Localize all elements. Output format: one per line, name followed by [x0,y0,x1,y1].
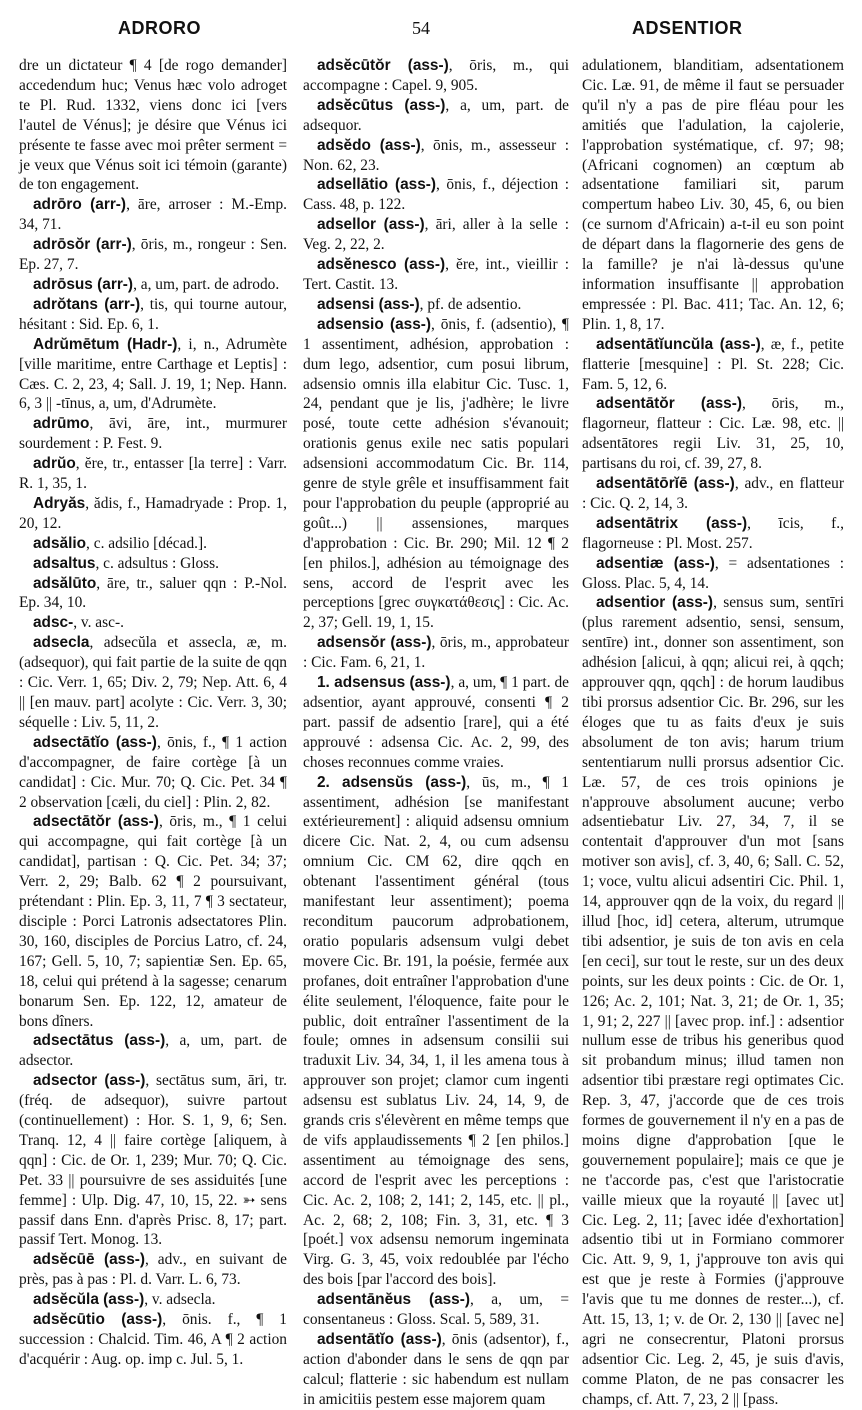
dictionary-entry: adsc-, v. asc-. [33,614,124,632]
dictionary-entry: adsĕcūtio (ass-), ōnis. f., ¶ 1 succession : Chalcid. Tim. 46, A ¶ 2 action d'acquérir : Aug. op. imp c. Jul. 5, 1. [19,1311,287,1368]
dictionary-entry: adsĕcūtŏr (ass-), ōris, m., qui accompagne : Capel. 9, 905. [303,57,569,94]
dictionary-entry: adsentātrix (ass-), īcis, f., flagorneuse : Pl. Most. 257. [582,514,844,552]
dictionary-entry: adrŭo, ĕre, tr., entasser [la terre] : Varr. R. 1, 35, 1. [19,455,287,493]
dictionary-entry: adsentātŏr (ass-), ōris, m., flagorneur, flatteur : Cic. Læ. 98, etc. || adsentātores regii Liv. 31, 25, 10, partisans du roi, cf. 39, 27, 8. [582,395,844,473]
dictionary-entry: Adrŭmētum (Hadr-), i, n., Adrumète [ville maritime, entre Carthage et Leptis] : Cæs. C. 2, 23, 4; Sall. J. 19, 1; Nep. Hann. 6, 3 || -tīnus, a, um, d'Adrumète. [19,335,287,413]
dictionary-entry: adsectātŏr (ass-), ōris, m., ¶ 1 celui qui accompagne, qui fait cortège [à un candidat], partisan : Q. Cic. Pet. 34; 37; Verr. 2, 29; Balb. 62 ¶ 2 poursuivant, prétendant : Plin. Ep. 3, 11, 7 ¶ 3 sectateur, disciple : Porci Latronis adsectatores Plin. 30, 160, disciples de Porcius Latro, cf. 24, 167; Gell. 5, 10, 7; sapientiæ Sen. Ep. 65, 18, celui qui prétend à la sagesse; cenarum bonarum Sen. Ep. 122, 12, amateur de bons dîners. [19,813,288,1030]
dictionary-entry: adsĕnesco (ass-), ĕre, int., vieillir : Tert. Castit. 13. [303,256,569,293]
headword: adrōsŏr (arr-) [33,236,132,254]
dictionary-entry: adrōsŏr (arr-), ōris, m., rongeur : Sen. Ep. 27, 7. [19,236,287,274]
dictionary-entry: adsentiæ (ass-), = adsentationes : Gloss. Plac. 5, 4, 14. [582,554,844,592]
dictionary-entry: adsensi (ass-), pf. de adsentio. [317,295,522,313]
headword: adsectātŏr (ass-) [33,813,159,831]
dictionary-entry: adrŏtans (arr-), tis, qui tourne autour, hésitant : Sid. Ep. 6, 1. [19,295,287,333]
headword: adsellātio (ass-) [317,176,437,194]
headword: adsc- [33,614,74,632]
dictionary-entry: adsector (ass-), sectātus sum, āri, tr. (fréq. de adsequor), suivre partout (continuellement) : Hor. S. 1, 9, 6; Sen. Tranq. 12, 4 || faire cortège [aliquem, à qqn] : Cic. de Or. 1, 239; Mur. 70; Q. Cic. Pet. 33 || poursuivre de ses assiduités [une femme] : Ulp. Dig. 47, 10, 15, 22. ➳ sens passif dans Enn. d'après Prisc. 8, 17; part. passif Tert. Monog. 13. [19,1072,287,1249]
dictionary-entry: adulationem, blanditiam, adsentationem Cic. Læ. 91, de même il faut se persuader qu'il n'y a pas de pire fléau pour les amitiés que l'adulation, la cajolerie, l'approbation systématique, cf. 97; 98; (Africani cognomen) an cœptum ab adsentatione familiari sit, parum compertum habeo Liv. 30, 45, 6, ou bien (ce surnom d'Africain) a-t-il eu son point de départ dans la flagornerie des gens de la famille? je n'ai là-dessus qu'une information insuffisante || approbation empressée : Pl. Bac. 411; Tac. An. 12, 6; Plin. 1, 8, 17. [582,57,844,333]
dictionary-entry: adsĕcūē (ass-), adv., en suivant de près, pas à pas : Pl. d. Varr. L. 6, 73. [19,1251,287,1289]
headword: adsălūto [33,574,97,592]
headword: Adryăs [33,494,86,512]
dictionary-column-1 [19,56,288,1368]
headword: 1. adsensus (ass-) [317,674,451,692]
headword: adsĕcūtus (ass-) [317,96,446,114]
dictionary-entry: adsentātĭuncŭla (ass-), æ, f., petite flatterie [mesquine] : Pl. St. 228; Cic. Fam. 5, 12, 6. [582,335,844,393]
dictionary-entry: Adryăs, ădis, f., Hamadryade : Prop. 1, 20, 12. [19,494,287,532]
dictionary-entry: adsecla, adsecŭla et assecla, æ, m. (adsequor), qui fait partie de la suite de qqn : Cic. Verr. 1, 65; Div. 2, 79; Nep. Att. 6, 4 || [en mauv. part] acolyte : Cic. Verr. 3, 30; séquelle : Liv. 5, 11, 2. [19,634,287,731]
running-head-left: ADRORO [118,18,201,38]
dictionary-entry: adsensŏr (ass-), ōris, m., approbateur : Cic. Fam. 6, 21, 1. [303,634,569,672]
headword: adsellor (ass-) [317,216,425,234]
dictionary-entry: adsĕcūtus (ass-), a, um, part. de adsequor. [303,96,569,134]
headword: adsĕnesco (ass-) [317,256,446,274]
headword: 2. adsensŭs (ass-) [317,773,467,791]
dictionary-entry: adrūmo, āvi, āre, int., murmurer sourdement : P. Fest. 9. [19,415,287,453]
page-header [0,18,862,48]
headword: adrŭo [33,455,76,473]
headword: adrūmo [33,415,90,433]
headword: adsĕdo (ass-) [317,136,421,154]
headword: adsentātŏr (ass-) [596,395,742,413]
headword: adsecla [33,634,90,652]
headword: adsălio [33,534,87,552]
page-number: 54 [412,18,430,38]
headword: adsentior (ass-) [596,594,714,612]
dictionary-entry: adsentātōrĭē (ass-), adv., en flatteur : Cic. Q. 2, 14, 3. [582,475,844,512]
dictionary-entry: adrōsus (arr-), a, um, part. de adrodo. [33,275,280,293]
headword: adsentātĭuncŭla (ass-) [596,335,761,353]
headword: adsĕcūtŏr (ass-) [317,57,449,74]
dictionary-entry: dre un dictateur ¶ 4 [de rogo demander] accedendum huc; Venus hæc volo adroget te Pl. Rud. 1332, viens donc ici [vers l'autel de Vénus]; je désire que Vénus ici présente te fasse avec moi prêter serment = je veux que Vénus soit ici témoin (garante) de ton engagement. [19,57,287,194]
headword: adsectātus (ass-) [33,1032,166,1050]
dictionary-column-3 [582,56,844,1408]
headword: adrōsus (arr-) [33,275,134,293]
dictionary-entry: adsĕcŭla (ass-), v. adsecla. [33,1291,216,1309]
headword: adsĕcūtio (ass-) [33,1311,163,1329]
dictionary-entry: adsellor (ass-), āri, aller à la selle : Veg. 2, 22, 2. [303,216,569,254]
headword: adsentātĭo (ass-) [317,1331,442,1348]
dictionary-entry: 2. adsensŭs (ass-), ūs, m., ¶ 1 assentiment, adhésion [se manifestant extérieurement] : aliquid adsensu omnium dicere Cic. Nat. 2, 4, ou cum adsensu omnium Cic. CM 62, dire qqch en obtenant l'assentiment général (tous manifestant leur assentiment); poema reconditum paucorum adprobationem, oratio popularis adsensum vulgi debet movere Cic. Br. 191, la poésie, fermée aux profanes, doit entraîner l'approbation d'une élite seulement, l'éloquence, faite pour le public, doit entraîner l'assentiment de la foule; omnes in adsensum consilii sui traduxit Liv. 34, 34, 1, il les amena tous à approuver son projet; clamor cum ingenti adsensu est sublatus Liv. 24, 14, 9, de grands cris s'élevèrent en même temps que de vifs applaudissements ¶ 2 [en philos.] assentiment au témoignage des sens, accord de l'esprit avec les perceptions : Cic. Ac. 2, 108; 2, 141; 2, 145, etc. || pl., Ac. 2, 68; 2, 108; Fin. 3, 31, etc. ¶ 3 [poét.] vox adsensu nemorum ingeminata Virg. G. 3, 45, voix redoublée par l'écho des bois [par l'accord des bois]. [303,773,569,1289]
dictionary-entry: adrōro (arr-), āre, arroser : M.-Emp. 34, 71. [19,196,287,234]
headword: Adrŭmētum (Hadr-) [33,335,178,353]
headword: adsector (ass-) [33,1072,146,1090]
dictionary-entry: adsaltus, c. adsultus : Gloss. [33,554,220,572]
dictionary-entry: adsellātio (ass-), ōnis, f., déjection : Cass. 48, p. 122. [303,176,569,214]
headword: adsentānĕus (ass-) [317,1291,470,1309]
headword: adsensŏr (ass-) [317,634,432,652]
dictionary-entry: adsălio, c. adsilio [décad.]. [33,534,207,552]
dictionary-entry: adsĕdo (ass-), ōnis, m., assesseur : Non. 62, 23. [303,136,569,174]
dictionary-entry: adsentior (ass-), sensus sum, sentīri (plus rarement adsentio, sensi, sensum, sentīre) int., donner son assentiment, son adhésion [alicui, à qqn; alicui rei, à qqch; approuver qqn, qqch] : de horum laudibus tibi prorsus adsentior Cic. Br. 296, sur les éloges que tu as faits d'eux je suis absolument de ton avis; harum trium sententiarum nulli prorsus adsentior Cic. Læ. 57, de ces trois opinions je n'approuve absolument aucune; verbo adsentiebatur Liv. 27, 34, 7, il se contentait d'approuver d'un mot [sans motiver son avis], cf. 3, 40, 6; Sall. C. 52, 1; voce, vultu alicui adsentiri Cic. Phil. 1, 14, approuver qqn de la voix, du regard || illud [hoc, id] cetera, alterum, utrumque tibi adsentior, je suis de ton avis en cela [en ceci], sur tout le reste, sur un des deux points, sur les deux points : Cic. de Or. 1, 126; Ac. 2, 101; Nat. 3, 21; de Or. 1, 35; 1, 91; 2, 227 || [avec prop. inf.] : adsentior nullum esse de tribus his generibus quod sit probandum minus; illud tamen non adsentior tibi præstare regi optimates Cic. Rep. 3, 47, j'accorde que de ces trois formes de gouvernement il n'y en a pas de moins digne d'approbation [que le gouvernement populaire]; mais ce que je ne t'accorde pas, c'est que l'aristocratie vaille mieux que la royauté || [avec ut] Cic. Leg. 2, 11; [avec idée d'exhortation] adsentio tibi ut in Formiano commorer Cic. Att. 9, 9, 1, j'approuve ton avis qui est que je reste à Formies (j'approuve l'avis que tu me donnes de rester...), cf. Att. 15, 13, 1; v. de Or. 2, 130 || [avec ne] agri ne consecrentur, Platoni prorsus adsentior Cic. Leg. 2, 45, je suis d'avis, comme Platon, de ne pas consacrer les champs, cf. Att. 7, 23, 2 || [pass. [582,594,844,1408]
headword: adsentātōrĭē (ass-) [596,475,735,493]
headword: adsĕcūē (ass-) [33,1251,146,1269]
headword: adsaltus [33,554,96,572]
dictionary-entry: adsentānĕus (ass-), a, um, = consentaneus : Gloss. Scal. 5, 589, 31. [303,1291,569,1329]
dictionary-entry: 1. adsensus (ass-), a, um, ¶ 1 part. de adsentior, ayant approuvé, consenti ¶ 2 part. passif de adsentio [rare], qui a été approuvé : adsensa Cic. Ac. 2, 99, des choses reconnues comme vraies. [303,674,569,771]
headword: adrŏtans (arr-) [33,295,141,313]
dictionary-entry: adsentātĭo (ass-), ōnis (adsentor), f., action d'abonder dans le sens de qqn par calcul; flatterie : sic habendum est nullam in amicitiis pestem esse majorem quam [303,1331,569,1408]
headword: adsentātrix (ass-) [596,514,748,532]
dictionary-entry: adsălūto, āre, tr., saluer qqn : P.-Nol. Ep. 34, 10. [19,574,287,612]
headword: adsectātĭo (ass-) [33,733,157,751]
dictionary-entry: adsectātĭo (ass-), ōnis, f., ¶ 1 action d'accompagner, de faire cortège [à un candidat] : Cic. Mur. 70; Q. Cic. Pet. 34 ¶ 2 observation [cæli, du ciel] : Plin. 2, 82. [19,733,287,811]
dictionary-entry: adsectātus (ass-), a, um, part. de adsector. [19,1032,287,1070]
headword: adsentiæ (ass-) [596,554,715,572]
running-head-right: ADSENTIOR [632,18,743,38]
headword: adsĕcŭla (ass-) [33,1291,145,1309]
dictionary-entry: adsensio (ass-), ōnis, f. (adsentio), ¶ 1 assentiment, adhésion, approbation : dum lego, adsentior, cum posui librum, adsensio omnis illa elabitur Cic. Tusc. 1, 24, pendant que je lis, j'adhère; le livre posé, toute cette adhésion s'évanouit; orationis genus exile nec satis populari adsensioni accommodatum Cic. Br. 114, genre de style grêle et insuffisamment fait pour l'approbation du peuple (approprié au goût...) || assensiones, marques d'approbation : Cic. Br. 290; Mil. 12 ¶ 2 [en philos.], adhésion au témoignage des sens, accord de l'esprit avec les perceptions [grec συγκατάθεσις] : Cic. Ac. 2, 37; Gell. 19, 1, 15. [303,315,569,632]
dictionary-column-2 [303,56,569,1408]
headword: adrōro (arr-) [33,196,127,214]
headword: adsensio (ass-) [317,315,432,333]
headword: adsensi (ass-) [317,295,420,313]
